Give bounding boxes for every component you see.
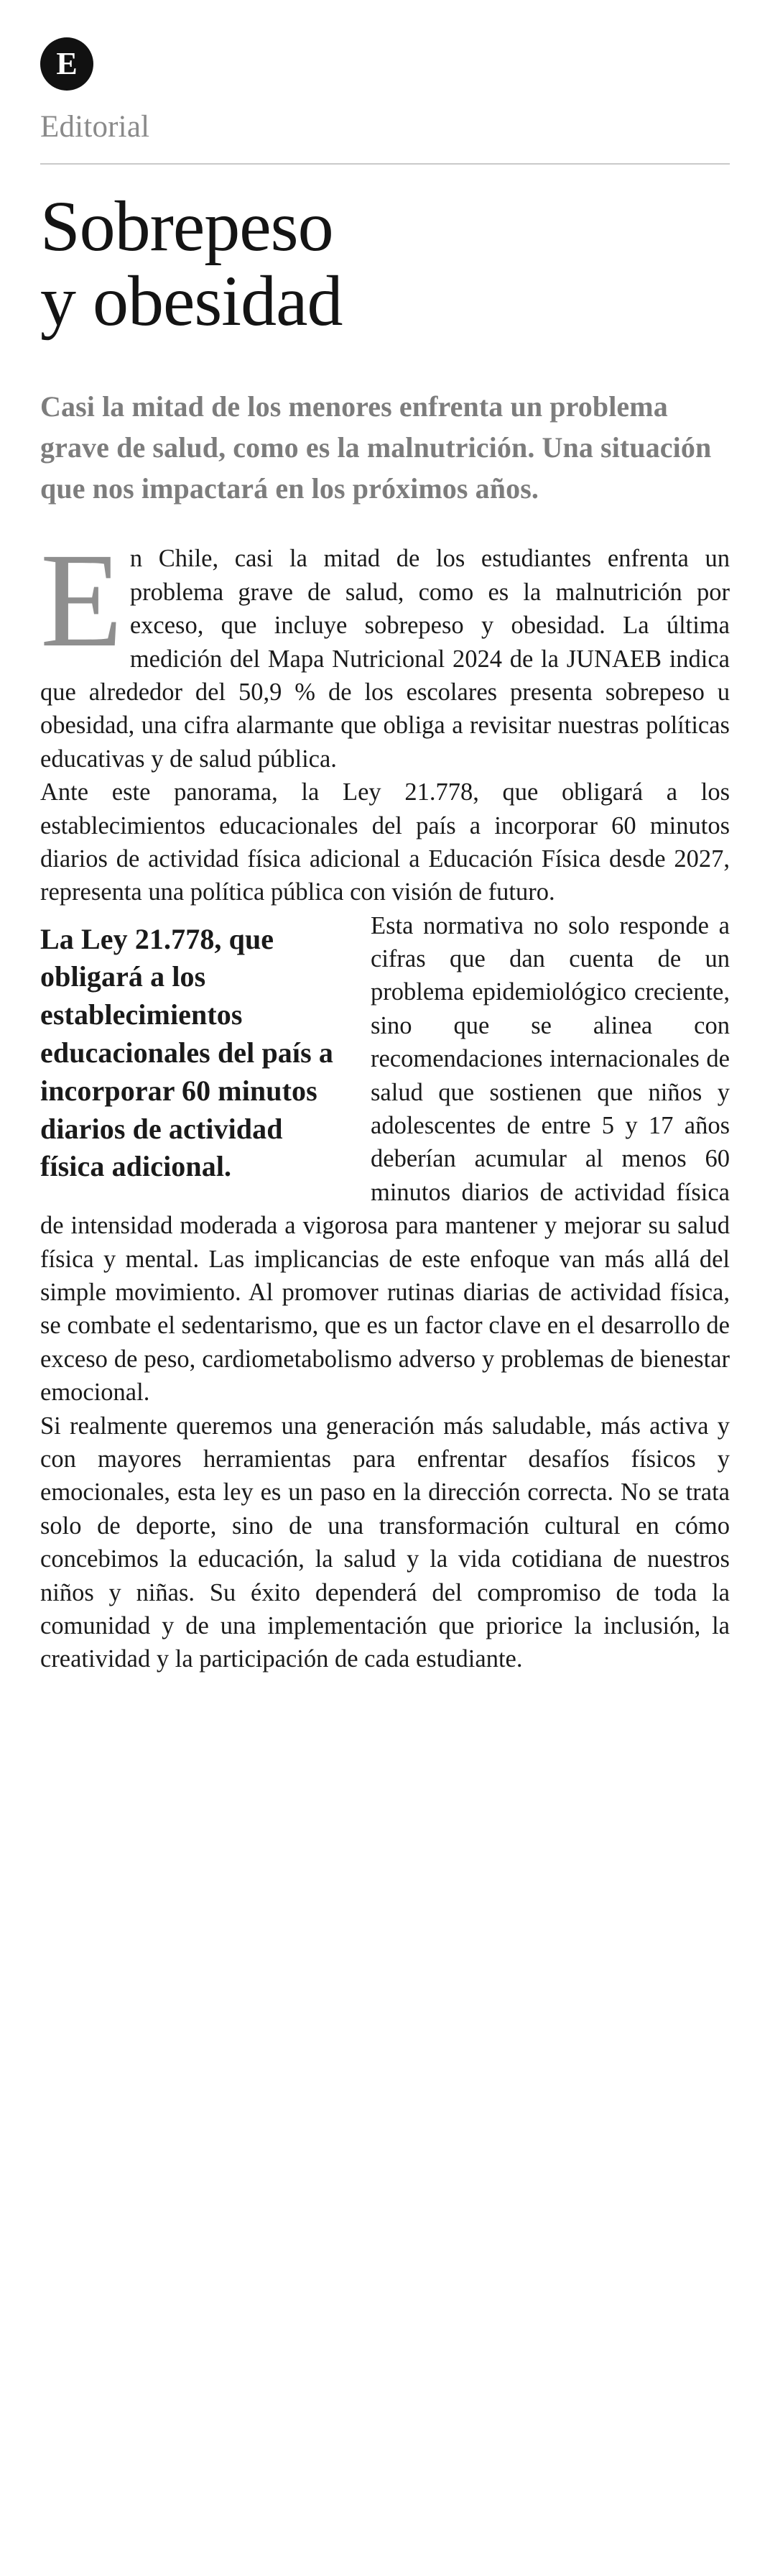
header-divider: [40, 163, 730, 165]
masthead: [40, 37, 730, 144]
article-body: [40, 525, 730, 1675]
paragraph-block-1: [40, 525, 730, 776]
pull-quote: La Ley 21.778, que obligará a los establecimientos educacionales del país a incorporar 60 minutos diarios de actividad física adicional.: [40, 922, 333, 1183]
paragraph-block-3: [40, 909, 730, 1409]
paragraph-2: Ante este panorama, la Ley 21.778, que obligará a los establecimientos educacionales del país a incorporar 60 minutos diarios de actividad física adicional a Educación Física desde 2027, representa una política pública con visión de futuro.: [40, 778, 730, 906]
logo-letter: E: [56, 46, 78, 81]
drop-cap: E: [40, 525, 123, 676]
editorial-logo-badge: [40, 37, 93, 91]
standfirst: Casi la mitad de los menores enfrenta un problema grave de salud, como es la malnutrición. Una situación que nos impactará en los próximos años.: [40, 390, 712, 505]
paragraph-3: Esta normativa no solo responde a cifras que dan cuenta de un problema epidemiológico creciente, sino que se alinea con recomendaciones internacionales de salud que sostienen que niños y adolescentes de entre 5 y 17 años deberían acumular al menos 60 minutos diarios de actividad física de intensidad moderada a vigorosa para mantener y mejorar su salud física y mental. Las implicancias de este enfoque van más allá del simple movimiento. Al promover rutinas diarias de actividad física, se combate el sedentarismo, que es un factor clave en el desarrollo de exceso de peso, cardiometabolismo adverso y problemas de bienestar emocional.: [40, 911, 730, 1407]
page-title: [40, 186, 730, 341]
paragraph-4: Si realmente queremos una generación más saludable, más activa y con mayores herramientas para enfrentar desafíos físicos y emocionales, esta ley es un paso en la dirección correcta. No se trata solo de deporte, sino de una transformación cultural en cómo concebimos la educación, la salud y la vida cotidiana de nuestros niños y niñas. Su éxito dependerá del compromiso de toda la comunidad y de una implementación que priorice la inclusión, la creatividad y la participación de cada estudiante.: [40, 1412, 730, 1673]
section-label: Editorial: [40, 110, 150, 144]
paragraph-1: n Chile, casi la mitad de los estudiantes enfrenta un problema grave de salud, como es la malnutrición por exceso, que incluye sobrepeso y obesidad. La última medición del Mapa Nutricional 2024 de la JUNAEB indica que alrededor del 50,9 % de los escolares presenta sobrepeso u obesidad, una cifra alarmante que obliga a revisitar nuestras políticas educativas y de salud pública.: [40, 545, 730, 773]
headline-line-2: y obesidad: [40, 261, 343, 341]
headline-line-1: Sobrepeso: [40, 186, 333, 266]
